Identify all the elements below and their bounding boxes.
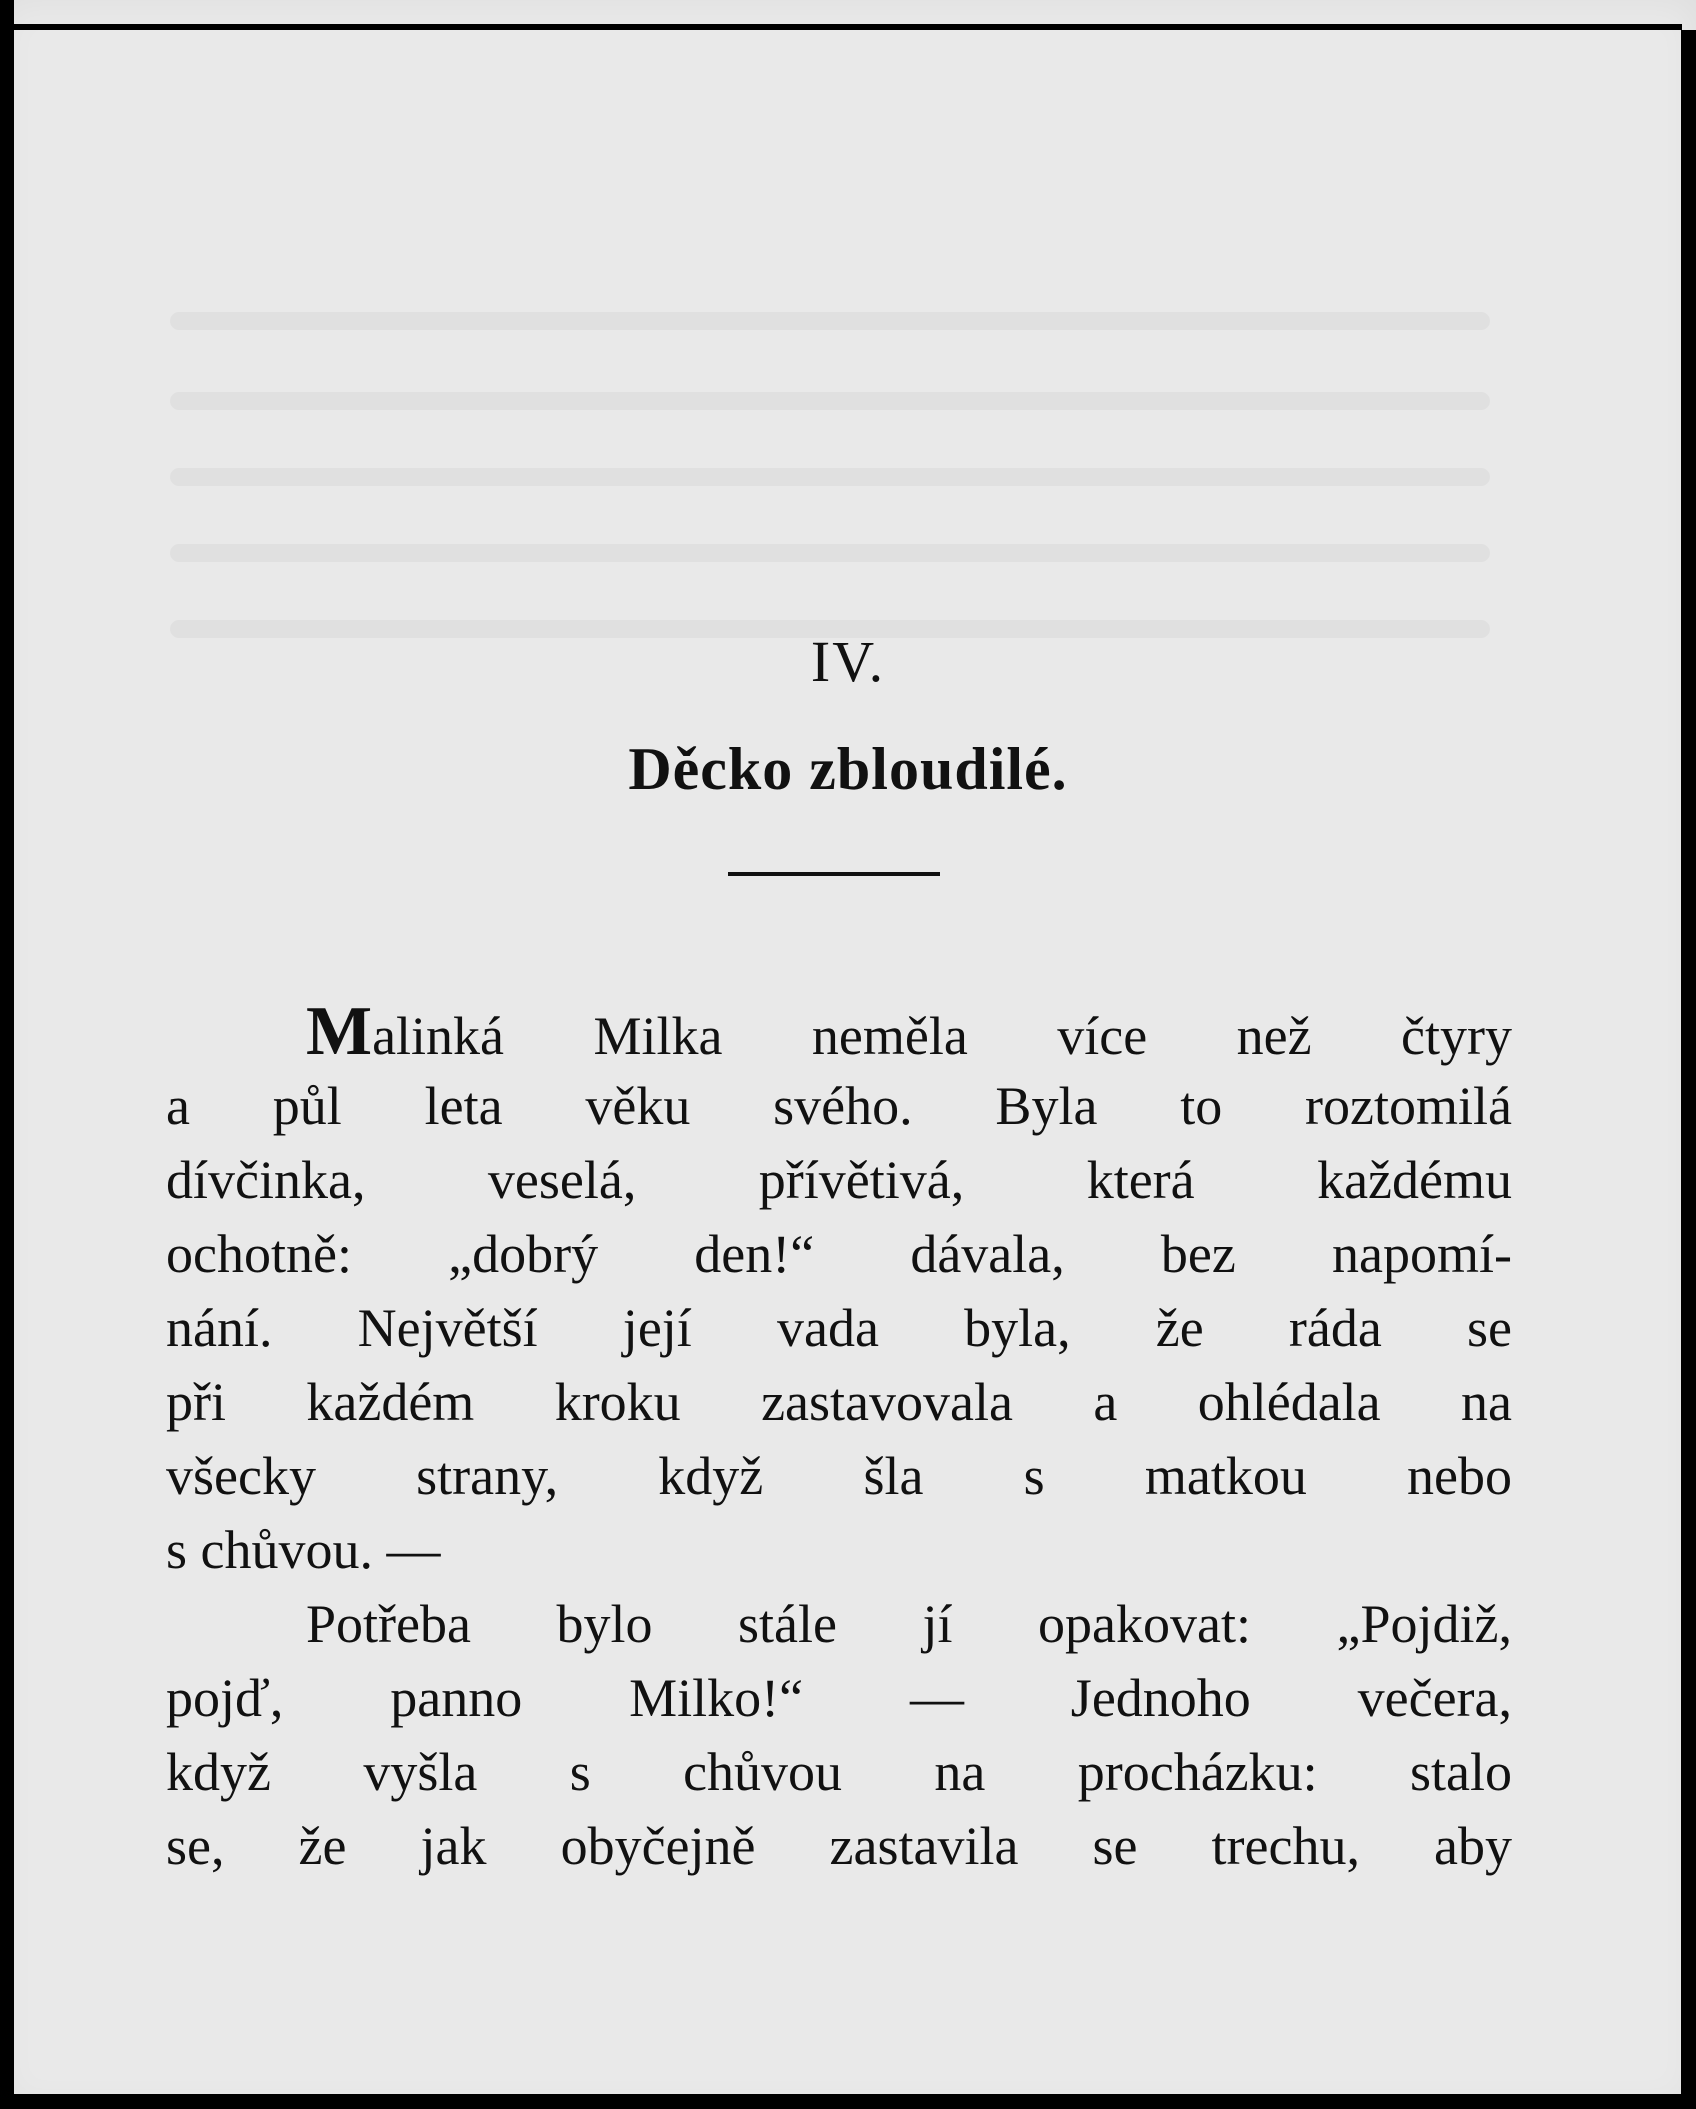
paragraph-line-4: ochotně: „dobrý den!“ dávala, bez napomí- bbox=[166, 1224, 1512, 1284]
bleed-through bbox=[170, 392, 1490, 410]
bleed-through bbox=[170, 544, 1490, 562]
scan-border-bottom bbox=[0, 2094, 1696, 2109]
bleed-through bbox=[170, 468, 1490, 486]
scan-border-right bbox=[1681, 30, 1696, 2109]
paragraph-line-2: a půl leta věku svého. Byla to roztomilá bbox=[166, 1076, 1512, 1136]
paragraph-line-9: Potřeba bylo stále jí opakovat: „Pojdiž, bbox=[306, 1594, 1512, 1654]
title-rule bbox=[728, 872, 940, 876]
paragraph-line-3: dívčinka, veselá, přívětivá, která každému bbox=[166, 1150, 1512, 1210]
line-text: alinká Milka neměla více než čtyry bbox=[372, 1006, 1512, 1066]
paragraph-line-1 bbox=[306, 992, 1512, 1072]
bleed-through bbox=[170, 312, 1490, 330]
paragraph-line-12: se, že jak obyčejně zastavila se trechu, aby bbox=[166, 1816, 1512, 1876]
chapter-number: IV. bbox=[810, 629, 886, 694]
scan-border-top bbox=[10, 24, 1682, 30]
paragraph-line-6: při každém kroku zastavovala a ohlédala na bbox=[166, 1372, 1512, 1432]
paragraph-line-10: pojď, panno Milko!“ — Jednoho večera, bbox=[166, 1668, 1512, 1728]
drop-cap: M bbox=[306, 993, 373, 1070]
chapter-title: Děcko zbloudilé. bbox=[628, 736, 1068, 802]
paragraph-line-7: všecky strany, když šla s matkou nebo bbox=[166, 1446, 1512, 1506]
scan-border-left bbox=[0, 0, 14, 2109]
paragraph-line-5: nání. Největší její vada byla, že ráda se bbox=[166, 1298, 1512, 1358]
paragraph-line-11: když vyšla s chůvou na procházku: stalo bbox=[166, 1742, 1512, 1802]
paragraph-line-8: s chůvou. — bbox=[166, 1520, 441, 1580]
